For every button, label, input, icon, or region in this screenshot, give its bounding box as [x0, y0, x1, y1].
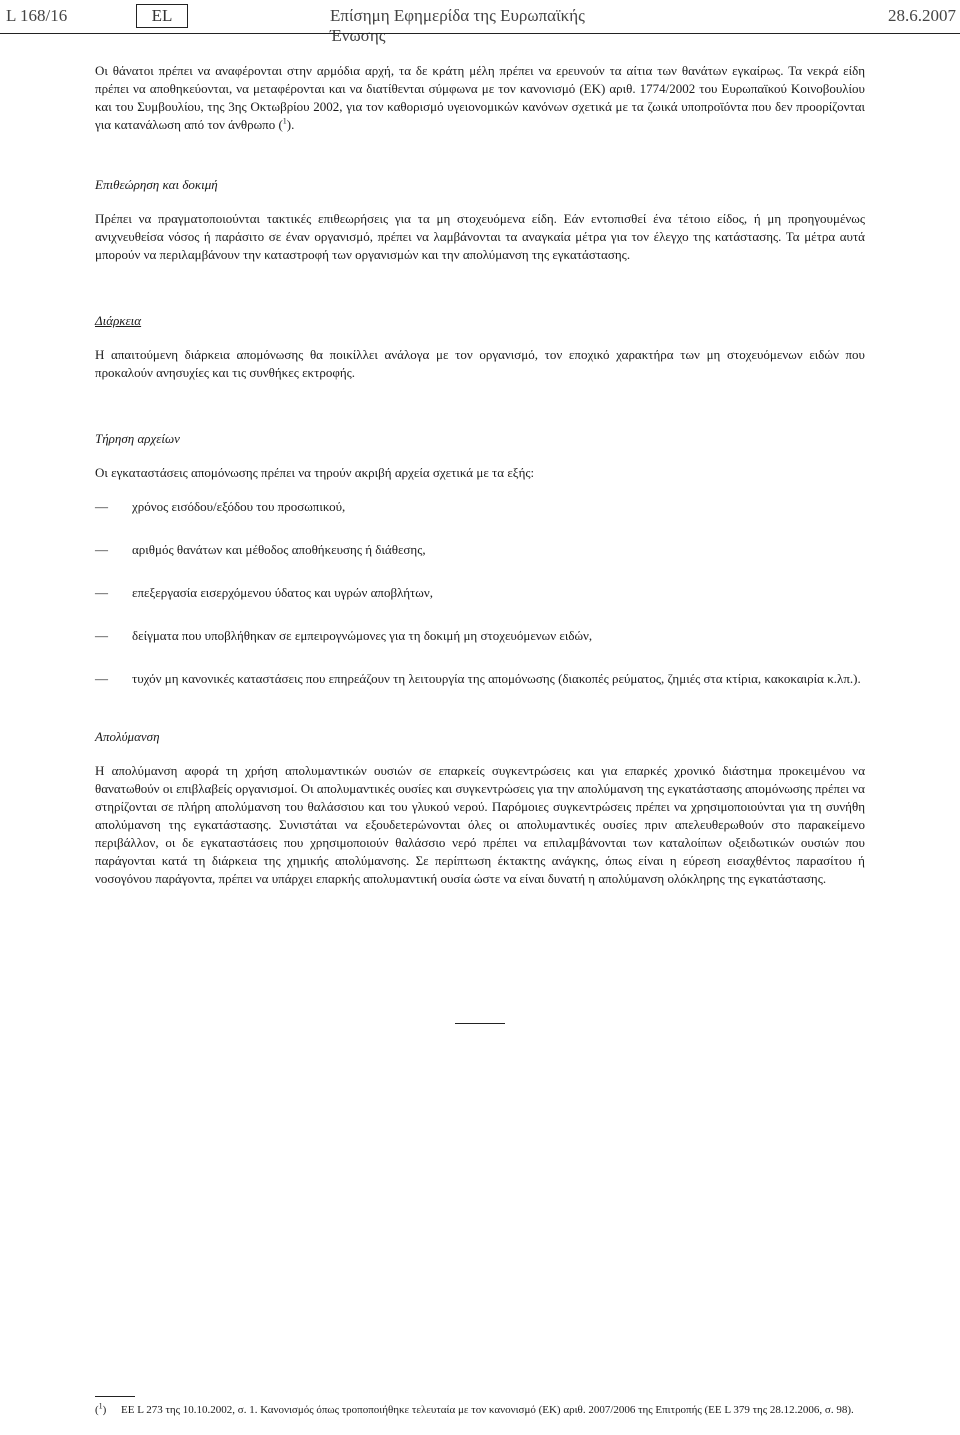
- heading-inspection: Επιθεώρηση και δοκιμή: [95, 177, 218, 192]
- heading-disinfection: Απολύμανση: [95, 729, 160, 744]
- list-item: — επεξεργασία εισερχόμενου ύδατος και υγρών αποβλήτων,: [95, 585, 433, 600]
- heading-records: Τήρηση αρχείων: [95, 431, 180, 446]
- language-code-box: EL: [136, 4, 188, 28]
- publication-date: 28.6.2007: [888, 6, 956, 25]
- paragraph-records: Οι εγκαταστάσεις απομόνωσης πρέπει να τηρούν ακριβή αρχεία σχετικά με τα εξής:: [95, 465, 535, 480]
- footnote-reference[interactable]: 1: [282, 116, 287, 126]
- list-item: — αριθμός θανάτων και μέθοδος αποθήκευσης ή διάθεσης,: [95, 542, 426, 557]
- records-list: [95, 498, 865, 688]
- document-body: [95, 62, 865, 888]
- header-rule: [0, 33, 960, 34]
- dash-bullet: —: [95, 628, 108, 643]
- intro-paragraph: Οι θάνατοι πρέπει να αναφέρονται στην αρμόδια αρχή, τα δε κράτη μέλη πρέπει να ερευνούν τα αίτια των θανάτων εγκαίρως. Τα νεκρά είδη πρέπει να αποθηκεύονται, να μεταφέρονται και να διατίθενται σύμφωνα με τον κανονισμό (ΕΚ) αριθ. 1774/2002 του Ευρωπαϊκού Κοινοβουλίου και του Συμβουλίου, της 3ης Οκτωβρίου 2002, για τον καθορισμό υγειονομικών κανόνων σχετικά με τα ζωικά υποπροϊόντα που δεν προορίζονται για κατανάλωση από τον άνθρωπο ($^1$).: [95, 63, 865, 132]
- dash-bullet: —: [95, 671, 108, 686]
- paragraph-disinfection: Η απολύμανση αφορά τη χρήση απολυμαντικών ουσιών σε επαρκείς συγκεντρώσεις και για επαρκές χρονικό διάστημα προκειμένου να θανατωθούν οι επιβλαβείς οργανισμοί. Οι απολυμαντικές ουσίες και συγκεντρώσεις για την απολύμανση της εγκατάστασης απομόνωσης πρέπει να στηρίζονται σε πλήρη απολύμανση του θαλάσσιου και του γλυκού νερού. Παρόμοιες συγκεντρώσεις πρέπει να χρησιμοποιούνται για τη συνήθη απολύμανση της εγκατάστασης. Συνιστάται να εξουδετερώνονται όλες οι απολυμαντικές ουσίες πριν απελευθερωθούν στο παρακείμενο περιβάλλον, οι δε εγκαταστάσεις που χρησιμοποιούν θαλάσσιο νερό πρέπει να επιλαμβάνονται των καταλοίπων οξειδωτικών ουσιών που παράγονται κατά τη διάρκεια της χημικής απολύμανσης. Σε περίπτωση έκτακτης ανάγκης, όπως είναι η εύρεση εισαχθέντος παρασίτου ή νοσογόνου παράγοντα, πρέπει να υπάρχει επαρκής απολυμαντική ουσία ώστε να είναι δυνατή η απολύμανση ολόκληρης της εγκατάστασης.: [95, 763, 865, 886]
- journal-title: Επίσημη Εφημερίδα της Ευρωπαϊκής Ένωσης: [330, 6, 585, 45]
- dash-bullet: —: [95, 542, 108, 557]
- list-item: — τυχόν μη κανονικές καταστάσεις που επηρεάζουν τη λειτουργία της απομόνωσης (διακοπές ρεύματος, ζημιές στα κτίρια, κακοκαιρία κ.λπ.).: [95, 671, 861, 686]
- end-of-text-rule: [455, 1023, 505, 1024]
- footnote-mark: ($^1$): [95, 1401, 107, 1416]
- footnote: [95, 1403, 865, 1418]
- paragraph-inspection: Πρέπει να πραγματοποιούνται τακτικές επιθεωρήσεις για τα μη στοχευόμενα είδη. Εάν εντοπισθεί ένα τέτοιο είδος, ή μη προηγουμένως ανιχνευθείσα νόσος ή παράσιτο σε έναν οργανισμό, πρέπει να λαμβάνονται τα αναγκαία μέτρα για τον έλεγχο της κατάστασης. Τα μέτρα αυτά μπορούν να περιλαμβάνουν την καταστροφή των οργανισμών και την απολύμανση της εγκατάστασης.: [95, 211, 865, 262]
- footnote-text: ΕΕ L 273 της 10.10.2002, σ. 1. Κανονισμός όπως τροποποιήθηκε τελευταία με τον κανονισμό (ΕΚ) αριθ. 2007/2006 της Επιτροπής (ΕΕ L 379 της 28.12.2006, σ. 98).: [121, 1404, 854, 1416]
- list-item: — δείγματα που υποβλήθηκαν σε εμπειρογνώμονες για τη δοκιμή μη στοχευόμενων ειδών,: [95, 628, 593, 643]
- list-item: — χρόνος εισόδου/εξόδου του προσωπικού,: [95, 499, 346, 514]
- footnote-rule: [95, 1396, 135, 1397]
- paragraph-duration: Η απαιτούμενη διάρκεια απομόνωσης θα ποικίλλει ανάλογα με τον οργανισμό, τον εποχικό χαρακτήρα των μη στοχευόμενων ειδών που προκαλούν ανησυχίες και τις συνθήκες εκτροφής.: [95, 347, 865, 380]
- page-number: L 168/16: [6, 6, 68, 25]
- dash-bullet: —: [95, 585, 108, 600]
- dash-bullet: —: [95, 499, 108, 514]
- heading-duration: Διάρκεια: [95, 313, 142, 328]
- page-header: [0, 0, 960, 45]
